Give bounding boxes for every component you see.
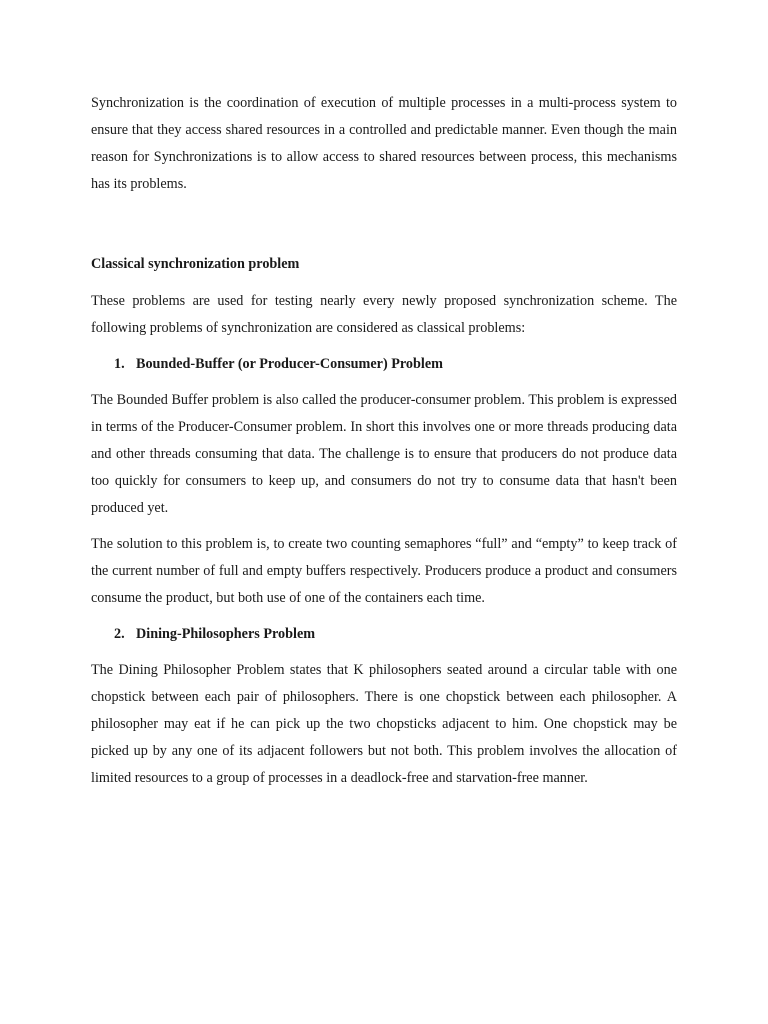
section-heading: Classical synchronization problem [91, 256, 300, 272]
problem-2-title: Dining-Philosophers Problem [136, 626, 316, 642]
problem-1-heading [91, 351, 677, 378]
intro-paragraph: Synchronization is the coordination of execution of multiple processes in a multi-process system to ensure that they access shared resources in a controlled and predictable manner. Even though the main reason for Synchronizations is to allow access to shared resources between process, this mechanisms has its problems. [91, 95, 677, 192]
section-intro-paragraph: These problems are used for testing nearly every newly proposed synchronization scheme. The following problems of synchronization are considered as classical problems: [91, 293, 677, 336]
problem-1-number: 1. [114, 356, 125, 372]
problem-1-paragraph-2: The solution to this problem is, to create two counting semaphores “full” and “empty” to keep track of the current number of full and empty buffers respectively. Producers produce a product and consumers consume the product, but both use of one of the containers each time. [91, 536, 677, 606]
problem-2-number: 2. [114, 626, 125, 642]
problem-2-heading [91, 621, 677, 648]
document-page [91, 90, 677, 792]
problem-1-title: Bounded-Buffer (or Producer-Consumer) Problem [136, 356, 443, 372]
problem-1-paragraph-1: The Bounded Buffer problem is also called the producer-consumer problem. This problem is expressed in terms of the Producer-Consumer problem. In short this involves one or more threads producing data and other threads consuming that data. The challenge is to ensure that producers do not produce data too quickly for consumers to keep up, and consumers do not try to consume data that hasn't been produced yet. [91, 392, 677, 516]
problem-2-paragraph-1: The Dining Philosopher Problem states that K philosophers seated around a circular table with one chopstick between each pair of philosophers. There is one chopstick between each philosopher. A philosopher may eat if he can pick up the two chopsticks adjacent to him. One chopstick may be picked up by any one of its adjacent followers but not both. This problem involves the allocation of limited resources to a group of processes in a deadlock-free and starvation-free manner. [91, 662, 677, 786]
